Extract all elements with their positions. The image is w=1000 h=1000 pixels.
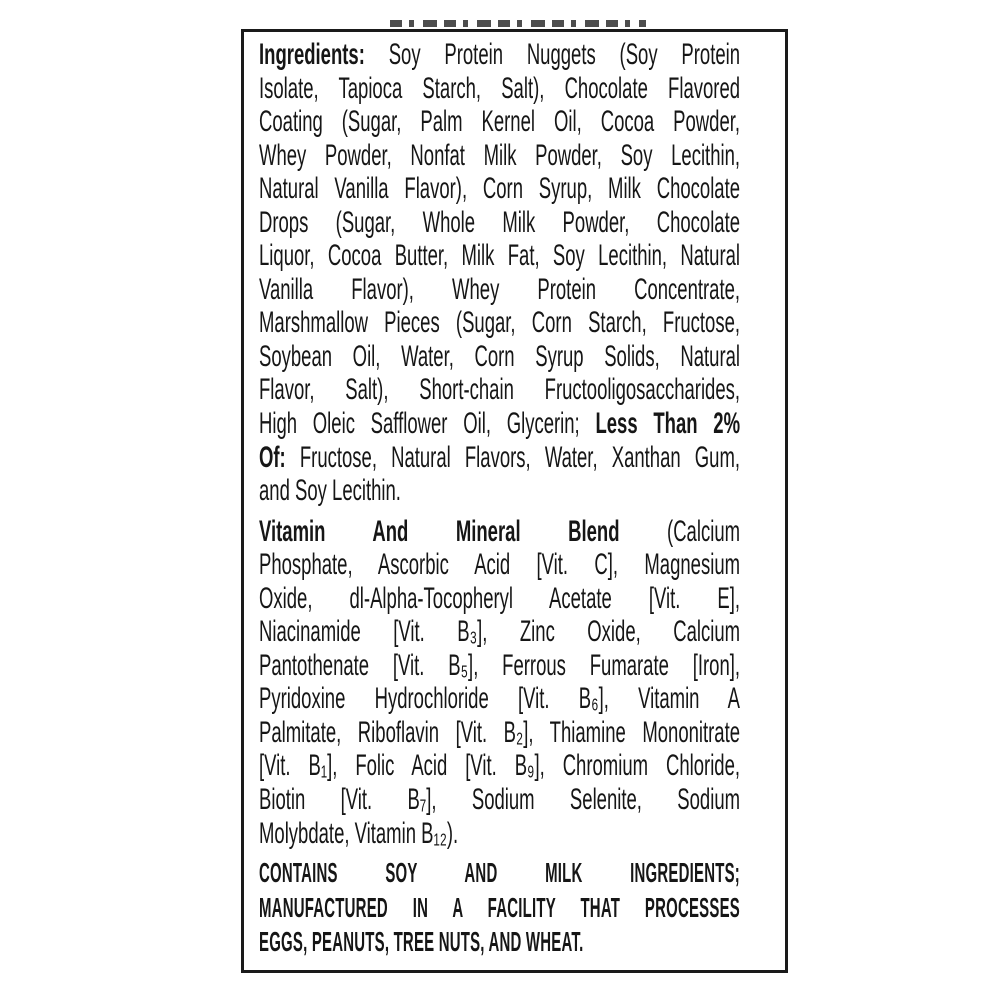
label-line (259, 407, 740, 441)
bold-text-segment: Ingredients: (259, 38, 365, 71)
text-segment: Marshmallow Pieces (Sugar, Corn Starch, Fructose, (259, 306, 741, 340)
text-segment: Oxide, dl-Alpha-Tocopheryl Acetate [Vit. E], (259, 581, 741, 615)
allergen-statement-paragraph (259, 856, 740, 960)
bold-text-segment: Less Than 2% (595, 407, 741, 441)
label-line (259, 682, 740, 716)
label-line (259, 582, 740, 616)
label-line (259, 817, 740, 851)
vitamin-mineral-paragraph (259, 515, 740, 850)
bold-text-segment: Of: (259, 440, 300, 474)
text-segment: Pyridoxine Hydrochloride [Vit. B₆], Vitamin A (259, 682, 741, 716)
text-segment: Pantothenate [Vit. B₅], Ferrous Fumarate [Iron], (259, 648, 741, 682)
label-line (259, 340, 740, 374)
label-line (259, 172, 740, 206)
text-segment: Palmitate, Riboflavin [Vit. B₂], Thiamine Mononitrate (259, 715, 741, 749)
label-line (259, 206, 740, 240)
label-line (259, 441, 740, 475)
text-segment: Niacinamide [Vit. B₃], Zinc Oxide, Calcium (259, 615, 741, 649)
label-line (259, 749, 740, 783)
text-segment: Isolate, Tapioca Starch, Salt), Chocolate Flavored (259, 71, 741, 105)
label-line (259, 72, 740, 106)
text-segment: and Soy Lecithin. (259, 474, 401, 508)
bold-text-segment: CONTAINS SOY AND MILK INGREDIENTS; (259, 857, 740, 889)
label-line (259, 615, 740, 649)
label-line (259, 783, 740, 817)
label-line (259, 273, 740, 307)
text-segment: Whey Powder, Nonfat Milk Powder, Soy Lecithin, (259, 138, 741, 172)
ingredients-paragraph (259, 38, 740, 508)
bold-text-segment: Vitamin And Mineral Blend (259, 514, 668, 548)
bold-text-segment: EGGS, PEANUTS, TREE NUTS, AND WHEAT. (259, 926, 584, 958)
text-segment: (Calcium (667, 514, 741, 548)
label-line (259, 139, 740, 173)
label-line (259, 925, 740, 960)
cropped-text-fragment (390, 20, 646, 27)
text-segment: Liquor, Cocoa Butter, Milk Fat, Soy Lecithin, Natural (259, 239, 741, 273)
text-segment: High Oleic Safflower Oil, Glycerin; (259, 407, 596, 441)
text-segment: Vanilla Flavor), Whey Protein Concentrate, (259, 272, 741, 306)
text-segment: Coating (Sugar, Palm Kernel Oil, Cocoa Powder, (259, 105, 741, 139)
text-segment: Flavor, Salt), Short-chain Fructooligosaccharides, (259, 373, 741, 407)
text-segment: Soy Protein Nuggets (Soy Protein (364, 38, 741, 71)
text-segment: Phosphate, Ascorbic Acid [Vit. C], Magnesium (259, 548, 741, 582)
text-segment: Drops (Sugar, Whole Milk Powder, Chocolate (259, 205, 741, 239)
label-line (259, 548, 740, 582)
text-segment: Fructose, Natural Flavors, Water, Xanthan Gum, (299, 440, 741, 474)
text-segment: Soybean Oil, Water, Corn Syrup Solids, Natural (259, 339, 741, 373)
bold-text-segment: MANUFACTURED IN A FACILITY THAT PROCESSES (259, 891, 740, 923)
text-segment: Molybdate, Vitamin B₁₂). (259, 816, 459, 850)
label-line (259, 474, 740, 508)
label-line (259, 515, 740, 549)
label-line (259, 306, 740, 340)
label-line (259, 105, 740, 139)
label-line (259, 856, 740, 891)
label-line (259, 373, 740, 407)
text-segment: Natural Vanilla Flavor), Corn Syrup, Milk Chocolate (259, 172, 741, 206)
label-line (259, 38, 740, 72)
label-line (259, 716, 740, 750)
label-line (259, 649, 740, 683)
label-line (259, 891, 740, 926)
text-segment: Biotin [Vit. B₇], Sodium Selenite, Sodium (259, 783, 741, 817)
label-line (259, 239, 740, 273)
ingredients-panel (241, 29, 788, 973)
text-segment: [Vit. B₁], Folic Acid [Vit. B₉], Chromium Chloride, (259, 749, 741, 783)
